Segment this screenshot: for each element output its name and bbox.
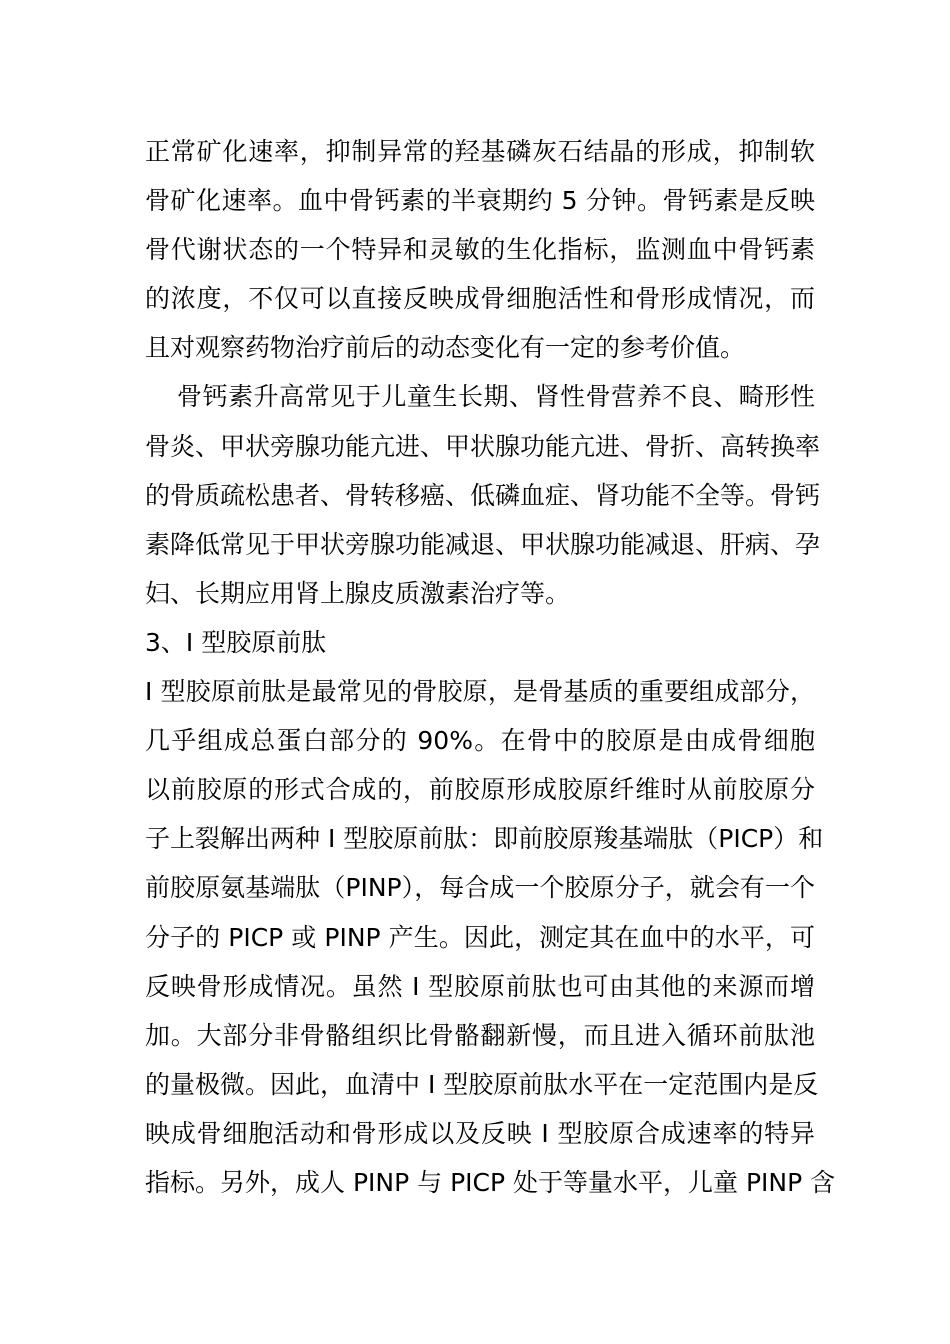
paragraph-line: 的骨质疏松患者、骨转移癌、低磷血症、肾功能不全等。骨钙 bbox=[145, 480, 821, 510]
paragraph-line: 素降低常见于甲状旁腺功能减退、甲状腺功能减退、肝病、孕 bbox=[145, 529, 821, 559]
paragraph-line: 加。大部分非骨骼组织比骨骼翻新慢，而且进入循环前肽池 bbox=[145, 1020, 815, 1050]
paragraph-line: 骨代谢状态的一个特异和灵敏的生化指标，监测血中骨钙素 bbox=[145, 235, 815, 265]
section-heading: 3、I 型胶原前肽 bbox=[145, 627, 327, 657]
paragraph-line: 妇、长期应用肾上腺皮质激素治疗等。 bbox=[145, 578, 571, 608]
document-body bbox=[145, 127, 836, 1207]
paragraph-line: 的浓度，不仅可以直接反映成骨细胞活性和骨形成情况，而 bbox=[145, 284, 815, 314]
paragraph-line: 指标。另外，成人 PINP 与 PICP 处于等量水平，儿童 PINP 含 bbox=[145, 1167, 836, 1197]
paragraph-line: 且对观察药物治疗前后的动态变化有一定的参考价值。 bbox=[145, 333, 746, 363]
paragraph-line: 骨钙素升高常见于儿童生长期、肾性骨营养不良、畸形性 bbox=[177, 382, 815, 412]
paragraph-line: 的量极微。因此，血清中 I 型胶原前肽水平在一定范围内是反 bbox=[145, 1069, 819, 1099]
paragraph-line: 正常矿化速率，抑制异常的羟基磷灰石结晶的形成，抑制软 bbox=[145, 137, 815, 166]
paragraph-line: 映成骨细胞活动和骨形成以及反映 I 型胶原合成速率的特异 bbox=[145, 1118, 815, 1148]
paragraph-line: 前胶原氨基端肽（PINP），每合成一个胶原分子，就会有一个 bbox=[145, 873, 815, 903]
paragraph-line: 骨炎、甲状旁腺功能亢进、甲状腺功能亢进、骨折、高转换率 bbox=[145, 431, 821, 461]
paragraph-line: 骨矿化速率。血中骨钙素的半衰期约 5 分钟。骨钙素是反映 bbox=[145, 186, 815, 216]
paragraph-line: 反映骨形成情况。虽然 I 型胶原前肽也可由其他的来源而增 bbox=[145, 971, 815, 1001]
paragraph-line: 子上裂解出两种 I 型胶原前肽：即前胶原羧基端肽（PICP）和 bbox=[145, 824, 824, 854]
paragraph-line: 分子的 PICP 或 PINP 产生。因此，测定其在血中的水平，可 bbox=[145, 922, 815, 952]
paragraph-line: 几乎组成总蛋白部分的 90%。在骨中的胶原是由成骨细胞 bbox=[145, 726, 815, 756]
paragraph-line: I 型胶原前肽是最常见的骨胶原，是骨基质的重要组成部分， bbox=[145, 677, 815, 707]
paragraph-line: 以前胶原的形式合成的，前胶原形成胶原纤维时从前胶原分 bbox=[145, 775, 815, 805]
